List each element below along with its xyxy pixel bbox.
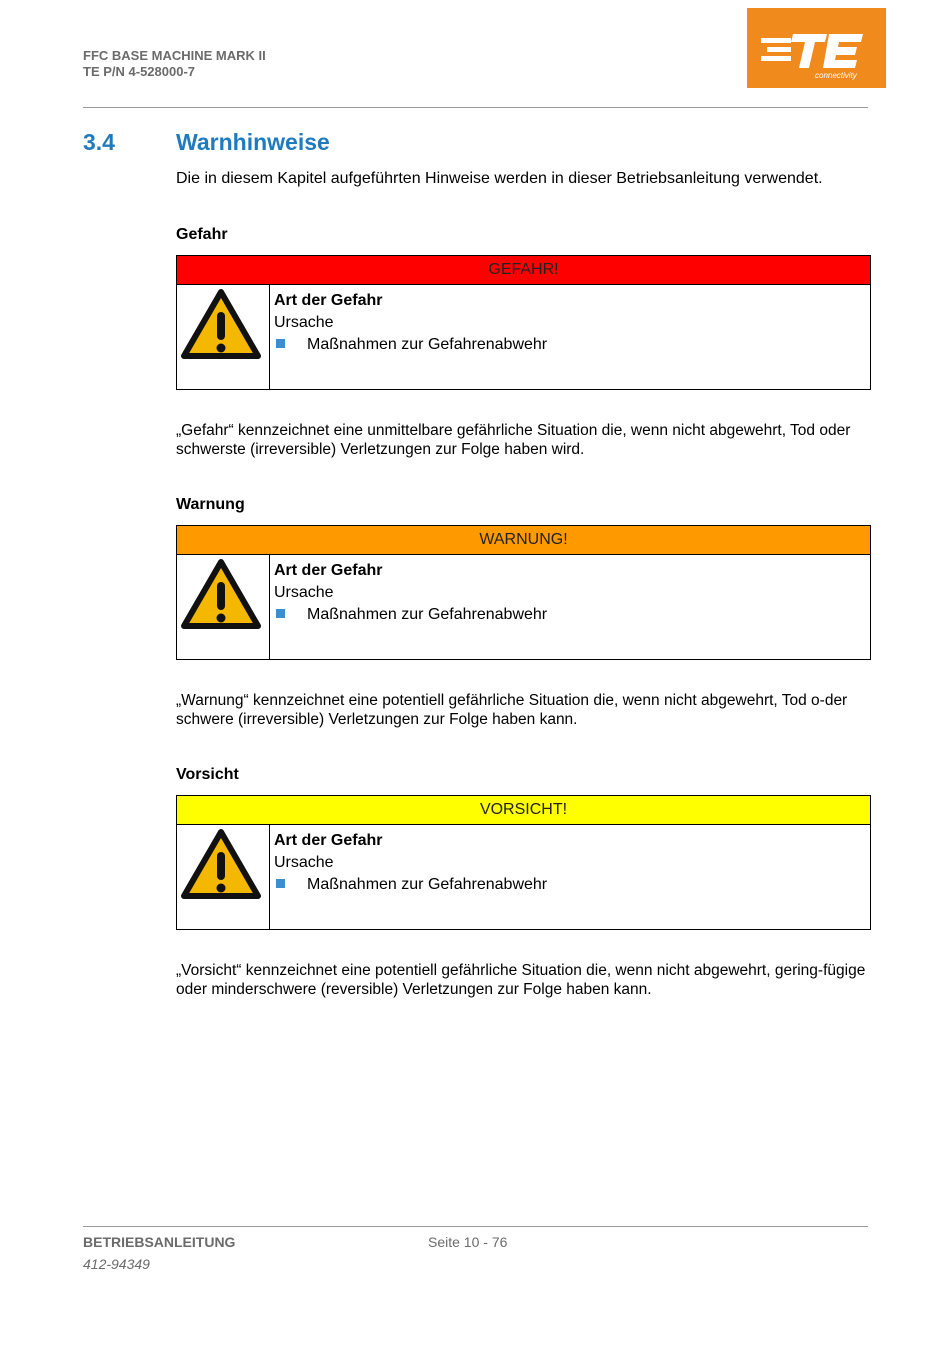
hazard-cause: Ursache	[274, 854, 334, 871]
te-connectivity-logo	[747, 8, 886, 88]
notice-box-vorsicht	[176, 795, 871, 930]
notice-box-warnung	[176, 525, 871, 660]
hazard-type: Art der Gefahr	[274, 832, 383, 849]
notice-text	[274, 560, 547, 626]
notice-label-gefahr: Gefahr	[176, 226, 228, 243]
notice-description-gefahr: „Gefahr“ kennzeichnet eine unmittelbare gefährliche Situation die, wenn nicht abgewehrt, Tod oder schwerste (irreversible) Verletzungen zur Folge haben wird.	[176, 422, 851, 458]
section-number: 3.4	[83, 129, 115, 155]
hazard-measures-item	[274, 334, 547, 356]
notice-description-vorsicht: „Vorsicht“ kennzeichnet eine potentiell gefährliche Situation die, wenn nicht abgewehrt, gering-fügige oder minderschwere (reversible) Verletzungen zur Folge haben kann.	[176, 962, 866, 998]
notice-band-text: GEFAHR!	[488, 261, 559, 278]
hazard-cause: Ursache	[274, 584, 334, 601]
footer-divider	[83, 1226, 868, 1227]
square-bullet-icon	[276, 879, 285, 888]
footer-title: BETRIEBSANLEITUNG	[83, 1234, 236, 1250]
header-divider	[83, 107, 868, 108]
hazard-measures: Maßnahmen zur Gefahrenabwehr	[307, 606, 548, 623]
warning-icon-cell	[177, 554, 270, 659]
notice-label-warnung: Warnung	[176, 496, 245, 513]
warning-icon-cell	[177, 824, 270, 929]
hazard-measures-item	[274, 874, 547, 896]
hazard-measures-item	[274, 604, 547, 626]
notice-band-text: VORSICHT!	[479, 801, 568, 818]
notice-band-gefahr	[177, 256, 870, 285]
warning-triangle-icon	[180, 288, 262, 360]
hazard-cause: Ursache	[274, 314, 334, 331]
warning-icon-cell	[177, 284, 270, 389]
square-bullet-icon	[276, 339, 285, 348]
header-part-number: TE P/N 4-528000-7	[83, 64, 196, 79]
notice-band-vorsicht	[177, 796, 870, 825]
footer-page-number: Seite 10 - 76	[428, 1234, 508, 1250]
hazard-measures: Maßnahmen zur Gefahrenabwehr	[307, 876, 548, 893]
header-machine-name: FFC BASE MACHINE MARK II	[83, 48, 266, 63]
warning-triangle-icon	[180, 828, 262, 900]
notice-band-warnung	[177, 526, 870, 555]
notice-label-vorsicht: Vorsicht	[176, 766, 239, 783]
warning-triangle-icon	[180, 558, 262, 630]
notice-box-gefahr	[176, 255, 871, 390]
footer-doc-number: 412-94349	[83, 1256, 150, 1272]
notice-text	[274, 290, 547, 356]
section-title: Warnhinweise	[176, 129, 330, 155]
hazard-type: Art der Gefahr	[274, 292, 383, 309]
notice-band-text: WARNUNG!	[479, 531, 568, 548]
notice-text	[274, 830, 547, 896]
notice-description-warnung: „Warnung“ kennzeichnet eine potentiell gefährliche Situation die, wenn nicht abgewehrt, Tod o-der schwere (irreversible) Verletzungen zur Folge haben kann.	[176, 692, 848, 728]
hazard-type: Art der Gefahr	[274, 562, 383, 579]
hazard-measures: Maßnahmen zur Gefahrenabwehr	[307, 336, 548, 353]
square-bullet-icon	[276, 609, 285, 618]
section-intro: Die in diesem Kapitel aufgeführten Hinweise werden in dieser Betriebsanleitung verwendet.	[176, 170, 823, 187]
svg-text:connectivity: connectivity	[815, 71, 857, 80]
